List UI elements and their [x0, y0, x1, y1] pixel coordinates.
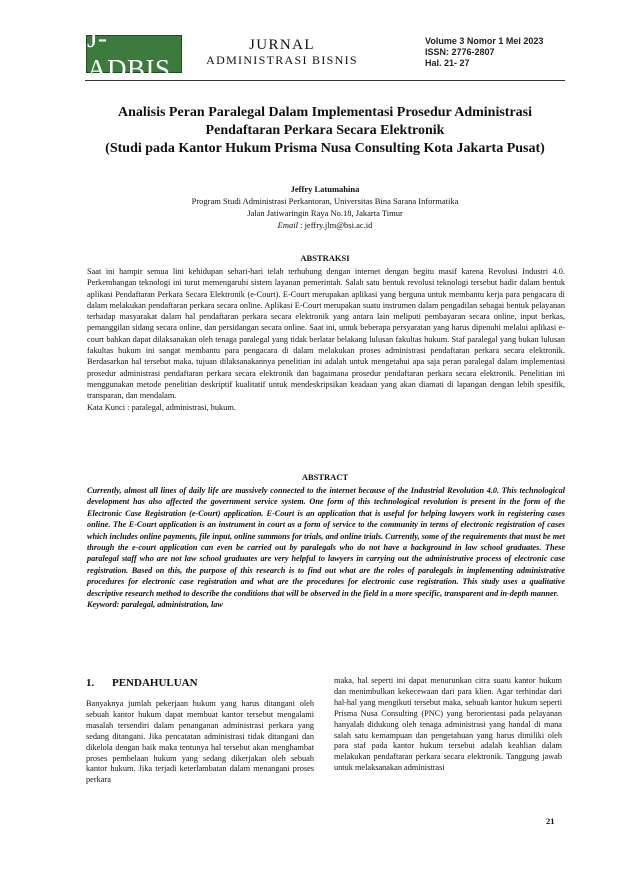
section-number: 1. [86, 677, 95, 689]
author-email [85, 219, 565, 231]
body-column-left: Banyaknya jumlah pekerjaan hukum yang harus ditangani oleh sebuah kantor hukum dapat membuat kantor tersebut mengalami masalah tersendiri dalam penanganan administrasi perkara yang sedang ditangani. Jika pencatatan administrasi tidak ditangani dan dikelola dengan baik maka tentunya hal tersebut akan menghambat proses pembelaan hukum yang sedang dikerjakan oleh sebuah kantor hukum. Jika terjadi keterlambatan dalam menangani proses perkara [86, 699, 314, 785]
abstraksi-text: Saat ini hampir semua lini kehidupan sehari-hari telah terhubung dengan internet dengan begitu masif karena Revolusi Industri 4.0. Perkembangan teknologi ini turut memengaruhi sistem layanan pemerintah. Salah satu bentuk revolusi teknologi tersebut hadir dalam bentuk aplikasi Pendaftaran Perkara Secara Elektronik (e-Court). E-Court merupakan aplikasi yang berguna untuk membantu kerja para pengacara di dalam melakukan pendaftaran perkara secara online. Aplikasi E-Court merupakan suatu instrumen dalam pengadilan sebagai bentuk pelayanan terhadap masyarakat dalam hal pendaftaran perkara secara elektronik yang antara lain meliputi pembayaran secara online, input berkas, pemanggilan sidang secara online, dan persidangan secara online. Saat ini, untuk beberapa persyaratan yang harus dipenuhi melalui aplikasi e-court bahkan dapat dilaksanakan oleh tenaga paralegal yang tidak berlatar belakang lulusan fakultas hukum. Staf paralegal yang bukan lulusan fakultas hukum ini sangat membantu para pengacara di dalam melakukan proses administrasi pendaftaran perkara secara elektronik. Berdasarkan hal tersebut maka, tujuan dilaksanakannya penelitian ini adalah untuk mengetahui apa saja peran paralegal dalam implementasi prosedur administrasi pendaftaran perkara secara elektronik dan bagaimana prosedur pendaftaran perkara secara elektronik. Penelitian ini menggunakan metode penelitian deskriptif kualitatif untuk mendeskripsikan keadaan yang akan diamati di lapangan dengan lebih spesifik, transparan, dan mendalam. [87, 267, 565, 401]
journal-name-line1: JURNAL [249, 37, 315, 53]
page-range: Hal. 21- 27 [425, 58, 470, 68]
email-label: Email [277, 220, 298, 230]
journal-meta [425, 36, 565, 69]
journal-name [188, 38, 376, 68]
header-divider [85, 80, 565, 81]
body-column-right: maka, hal seperti ini dapat menurunkan citra suatu kantor hukum dan menimbulkan kekecewaan dari para klien. Agar terhindar dari hal-hal yang mengikuti tersebut maka, sebuah kantor hukum seperti Prisma Nusa Consulting (PNC) yang berorientasi pada pelayanan hanyalah didukung oleh tenaga administrasi yang handal di mana salah satu kemampuan dan pengetahuan yang harus dimiliki oleh para staf pada kantor hukum tersebut adalah keahlian dalam melakukan pendaftaran perkara secara elektronik. Tanggung jawab untuk melaksanakan administrasi [334, 676, 562, 773]
title-line-1: Analisis Peran Paralegal Dalam Implementasi Prosedur Administrasi [117, 105, 533, 120]
volume-info: Volume 3 Nomor 1 Mei 2023 [425, 36, 544, 46]
abstract-body [87, 485, 565, 610]
author-affiliation: Program Studi Administrasi Perkantoran, Universitas Bina Sarana Informatika [191, 196, 459, 206]
journal-name-line2: ADMINISTRASI BISNIS [206, 53, 358, 67]
page-number: 21 [546, 816, 555, 826]
logo-text: J-ADBIS [87, 23, 171, 84]
abstract-keywords: Keyword: paralegal, administration, law [87, 600, 223, 610]
journal-logo [86, 23, 182, 84]
issn-info: ISSN: 2776-2807 [425, 47, 495, 57]
title-line-2: Pendaftaran Perkara Secara Elektronik [205, 123, 445, 138]
section-heading [86, 677, 198, 689]
abstract-text: Currently, almost all lines of daily life are massively connected to the internet because of the Industrial Revolution 4.0. This technological development has also affected the government service system. One form of this technological revolution is present in the form of the Electronic Case Registration (e-Court) application. E-Court is an application that is useful for helping lawyers work in registering cases online. The E-Court application is an instrument in court as a form of service to the community in terms of electronic registration of cases which includes online payments, file input, online summons for trials, and online trials. Currently, some of the requirements that must be met through the e-court application can even be carried out by paralegals who do not have a background in law school graduates. These paralegal staff who are not law school graduates are very helpful to lawyers in carrying out the administrative process of electronic case registration. Based on this, the purpose of this research is to find out what are the roles of paralegals in implementing administrative procedures for electronic case registration and what are the procedures for electronic case registration. This study uses a qualitative descriptive research method to describe the conditions that will be observed in the field in a more specific, transparent and in-depth manner. [87, 486, 565, 598]
abstraksi-body [87, 266, 565, 413]
section-title: PENDAHULUAN [112, 677, 198, 689]
author-block [85, 183, 565, 231]
abstract-heading: ABSTRACT [301, 472, 349, 482]
author-address: Jalan Jatiwaringin Raya No.18, Jakarta Timur [247, 208, 403, 218]
author-name: Jeffry Latumahina [290, 184, 360, 194]
title-line-3: (Studi pada Kantor Hukum Prisma Nusa Consulting Kota Jakarta Pusat) [105, 141, 545, 156]
abstraksi-keywords: Kata Kunci : paralegal, administrasi, hukum. [87, 402, 236, 412]
paper-title [85, 104, 565, 158]
email-address[interactable]: : jeffry.jlm@bsi.ac.id [297, 220, 373, 230]
abstraksi-heading: ABSTRAKSI [300, 253, 350, 263]
